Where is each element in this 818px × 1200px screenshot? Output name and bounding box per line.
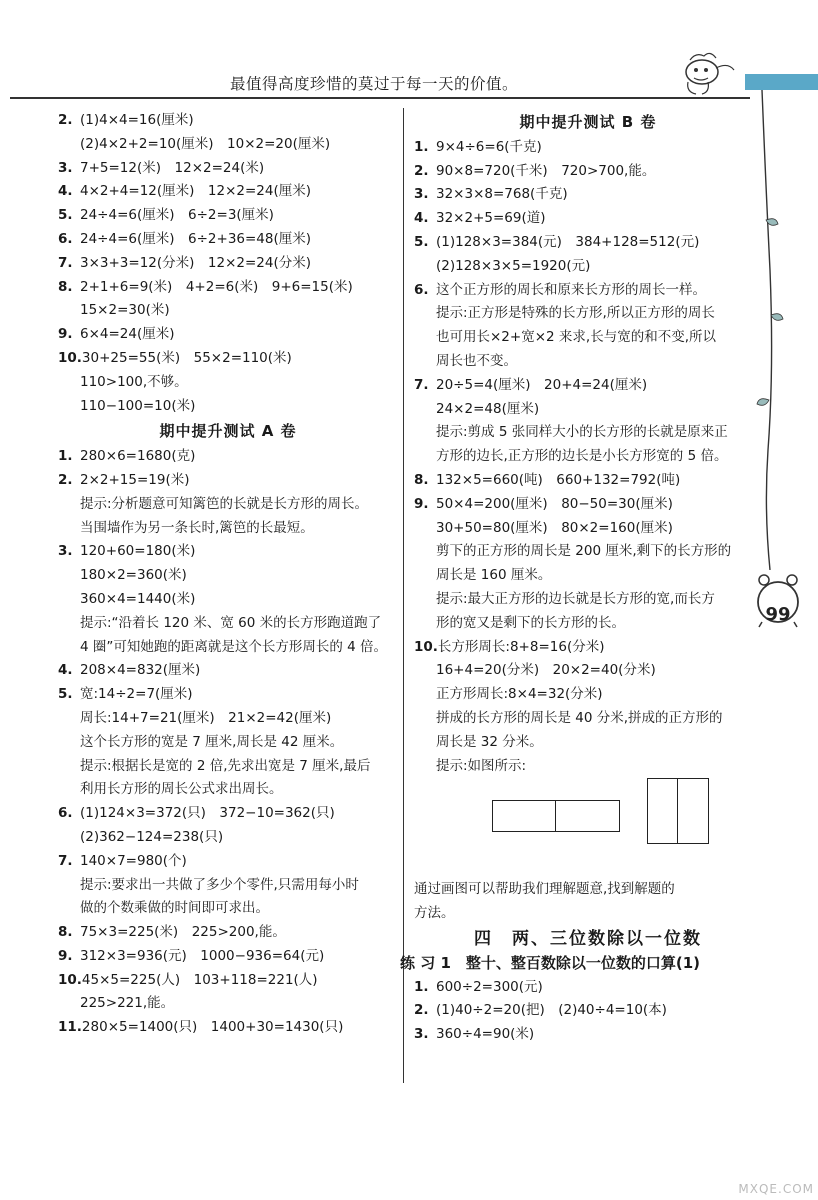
answer-text: (1)40÷2=20(把) (2)40÷4=10(本) [436,1002,667,1019]
item-number: 9. [58,326,73,343]
answer-item [58,180,398,204]
answer-continuation: 提示:要求出一共做了多少个零件,只需用每小时 [80,876,359,893]
right-column [400,109,762,1047]
answer-item [58,109,398,133]
answer-continuation: 4 圈”可知她跑的距离就是这个长方形周长的 4 倍。 [80,638,388,655]
answer-continuation: 16+4=20(分米) 20×2=40(分米) [436,662,656,679]
item-number: 8. [414,471,429,488]
answer-item [58,850,398,874]
answer-text: 20÷5=4(厘米) 20+4=24(厘米) [436,376,648,393]
answer-item [58,228,398,252]
item-number: 6. [58,230,73,247]
answer-item [414,1023,762,1047]
answer-item [58,323,398,347]
item-number: 1. [58,448,73,465]
answer-continuation: 也可用长×2+宽×2 来求,长与宽的和不变,所以 [436,329,716,346]
answer-item [414,493,762,517]
answer-text: 312×3=936(元) 1000−936=64(元) [80,947,325,964]
answer-text: 280×5=1400(只) 1400+30=1430(只) [81,1019,344,1036]
item-number: 6. [58,805,73,822]
item-number: 10. [58,971,82,988]
item-number: 1. [414,138,429,155]
section-title: 期中提升测试 B 卷 [519,113,657,131]
text-line: 方法。 [414,905,455,922]
mascot-illustration [676,48,736,98]
answer-text: 6×4=24(厘米) [80,326,175,343]
answer-text: 长方形周长:8+8=16(分米) [437,638,605,655]
answer-continuation: 提示:剪成 5 张同样大小的长方形的长就是原来正 [436,424,728,441]
item-number: 7. [58,852,73,869]
answer-item [414,999,762,1023]
exercise-title: 练 习 1 整十、整百数除以一位数的口算(1) [400,953,701,972]
answer-text: 30+25=55(米) 55×2=110(米) [81,349,292,366]
answer-continuation: 提示:如图所示: [436,757,527,774]
item-number: 2. [414,162,429,179]
answer-continuation: (2)4×2+2=10(厘米) 10×2=20(厘米) [80,135,331,152]
item-number: 1. [414,978,429,995]
answer-item [414,160,762,184]
answer-text: (1)128×3=384(元) 384+128=512(元) [436,233,700,250]
item-number: 8. [58,924,73,941]
item-number: 6. [414,281,429,298]
answer-continuation: 提示:“沿着长 120 米、宽 60 米的长方形跑道跑了 [80,614,382,631]
item-number: 3. [58,543,73,560]
answer-text: 75×3=225(米) 225>200,能。 [80,924,286,941]
item-number: 11. [58,1019,82,1036]
item-number: 5. [58,686,73,703]
answer-item [58,969,398,993]
answer-continuation: 15×2=30(米) [80,302,170,319]
answer-item [58,276,398,300]
answer-item [58,945,398,969]
answer-continuation: 当围墙作为另一条长时,篱笆的长最短。 [80,519,314,536]
answer-continuation: 110>100,不够。 [80,373,188,390]
answer-continuation: 周长:14+7=21(厘米) 21×2=42(厘米) [80,709,332,726]
answer-item [58,252,398,276]
answer-text: 24÷4=6(厘米) 6÷2+36=48(厘米) [80,230,312,247]
answer-continuation: 提示:正方形是特殊的长方形,所以正方形的周长 [436,305,715,322]
page-number: 99 [765,604,791,625]
answer-text: 9×4÷6=6(千克) [436,138,542,155]
item-number: 8. [58,278,73,295]
answer-text: 2+1+6=9(米) 4+2=6(米) 9+6=15(米) [80,278,353,295]
item-number: 3. [58,159,73,176]
answer-text: 这个正方形的周长和原来长方形的周长一样。 [436,281,706,298]
answer-text: 2×2+15=19(米) [80,471,190,488]
answer-continuation: 形的宽又是剩下的长方形的长。 [436,614,625,631]
answer-text: 32×2+5=69(道) [436,210,546,227]
answer-continuation: (2)128×3×5=1920(元) [436,257,591,274]
joined-rectangle-figure [492,800,620,832]
answer-text: 50×4=200(厘米) 80−50=30(厘米) [436,495,673,512]
answer-continuation: 110−100=10(米) [80,397,196,414]
item-number: 7. [414,376,429,393]
item-number: 4. [414,210,429,227]
watermark: MXQE.COM [738,1182,814,1196]
answer-text: (1)124×3=372(只) 372−10=362(只) [80,805,335,822]
answer-item [58,469,398,493]
answer-continuation: 提示:最大正方形的边长就是长方形的宽,而长方 [436,590,715,607]
answer-item [58,445,398,469]
item-number: 10. [58,349,82,366]
answer-text: 600÷2=300(元) [436,978,543,995]
answer-text: 32×3×8=768(千克) [436,186,568,203]
header-rule [10,97,750,99]
answer-continuation: 提示:分析题意可知篱笆的长就是长方形的周长。 [80,495,369,512]
answer-continuation: 提示:根据长是宽的 2 倍,先求出宽是 7 厘米,最后 [80,757,371,774]
answer-item [414,207,762,231]
answer-item [58,683,398,707]
hint-figures [414,778,762,878]
header-motto: 最值得高度珍惜的莫过于每一天的价值。 [230,75,519,93]
left-column [58,109,398,1040]
answer-continuation: 180×2=360(米) [80,567,187,584]
item-number: 9. [58,947,73,964]
answer-continuation: 拼成的长方形的周长是 40 分米,拼成的正方形的 [436,709,723,726]
item-number: 2. [58,112,73,128]
answer-continuation: 做的个数乘做的时间即可求出。 [80,900,269,917]
answer-continuation: 24×2=48(厘米) [436,400,540,417]
answer-item [58,659,398,683]
answer-text: 132×5=660(吨) 660+132=792(吨) [436,471,681,488]
answer-continuation: 正方形周长:8×4=32(分米) [436,686,603,703]
item-number: 3. [414,1026,429,1043]
item-number: 2. [414,1002,429,1019]
answer-text: 24÷4=6(厘米) 6÷2=3(厘米) [80,207,274,224]
answer-continuation: 周长是 160 厘米。 [436,567,552,584]
answer-text: 3×3+3=12(分米) 12×2=24(分米) [80,254,312,271]
chapter-title: 四 两、三位数除以一位数 [474,928,702,949]
answer-text: 140×7=980(个) [80,852,187,869]
answer-continuation: 225>221,能。 [80,995,175,1012]
item-number: 4. [58,183,73,200]
item-number: 10. [414,638,438,655]
item-number: 4. [58,662,73,679]
answer-item [58,204,398,228]
item-number: 7. [58,254,73,271]
answer-item [414,231,762,255]
answer-text: 45×5=225(人) 103+118=221(人) [81,971,318,988]
answer-item [414,469,762,493]
answer-text: 7+5=12(米) 12×2=24(米) [80,159,265,176]
answer-text: 宽:14÷2=7(厘米) [80,686,193,703]
answer-item [58,347,398,371]
answer-item [58,540,398,564]
item-number: 5. [414,233,429,250]
answer-item [414,279,762,303]
answer-item [58,1016,398,1040]
answer-continuation: 30+50=80(厘米) 80×2=160(厘米) [436,519,673,536]
answer-item [58,921,398,945]
answer-text: 208×4=832(厘米) [80,662,201,679]
answer-item [414,183,762,207]
answer-continuation: 360×4=1440(米) [80,590,196,607]
section-title: 期中提升测试 A 卷 [159,422,297,441]
answer-item [58,802,398,826]
answer-continuation: (2)362−124=238(只) [80,828,224,845]
answer-continuation: 剪下的正方形的周长是 200 厘米,剩下的长方形的 [436,543,732,560]
answer-text: 4×2+4=12(厘米) 12×2=24(厘米) [80,183,312,200]
answer-item [414,976,762,1000]
answer-text: 280×6=1680(克) [80,448,196,465]
answer-item [414,136,762,160]
item-number: 2. [58,471,73,488]
answer-text: (1)4×4=16(厘米) [80,112,194,128]
answer-continuation: 周长是 32 分米。 [436,733,543,750]
answer-text: 120+60=180(米) [80,543,196,560]
item-number: 3. [414,186,429,203]
answer-continuation: 周长也不变。 [436,352,517,369]
answer-text: 90×8=720(千米) 720>700,能。 [436,162,656,179]
answer-continuation: 利用长方形的周长公式求出周长。 [80,781,283,798]
answer-item [414,374,762,398]
joined-square-figure [647,778,709,844]
answer-text: 360÷4=90(米) [436,1026,535,1043]
answer-item [414,636,762,660]
answer-continuation: 这个长方形的宽是 7 厘米,周长是 42 厘米。 [80,733,344,750]
item-number: 5. [58,207,73,224]
item-number: 9. [414,495,429,512]
answer-item [58,157,398,181]
column-divider [403,108,404,1083]
text-line: 通过画图可以帮助我们理解题意,找到解题的 [414,881,675,898]
answer-continuation: 方形的边长,正方形的边长是小长方形宽的 5 倍。 [436,448,728,465]
